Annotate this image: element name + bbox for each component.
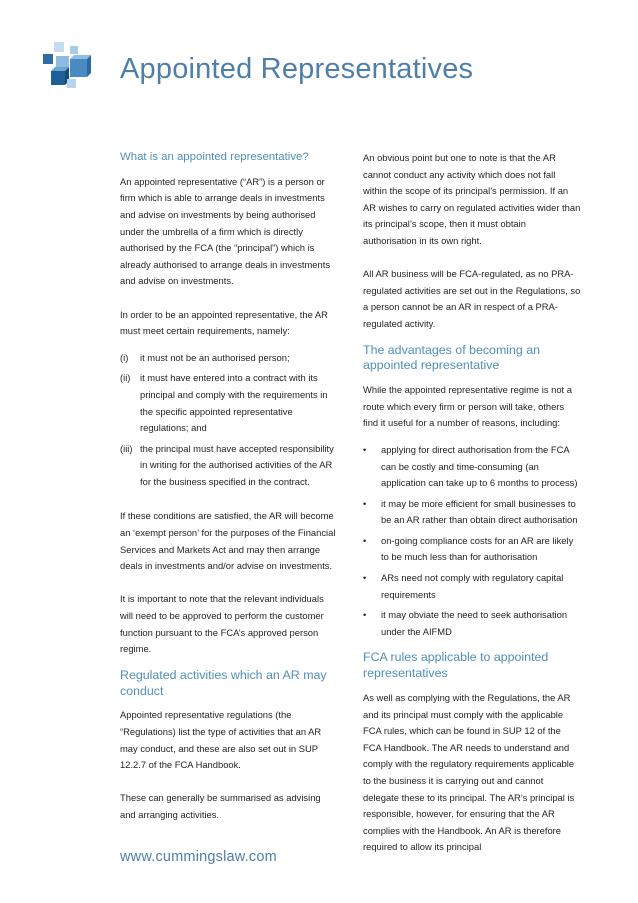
list-marker: (i) <box>120 351 129 363</box>
right-column <box>363 150 581 856</box>
list-item-text: it must not be an authorised person; <box>140 351 290 363</box>
list-item-text: the principal must have accepted responsibility in writing for the authorised activities of the AR for the business specified in the contract. <box>140 442 334 487</box>
bullet-marker: • <box>363 572 367 584</box>
paragraph-approved-person: It is important to note that the relevant individuals will need to be approved to perform the customer function pursuant to the FCA’s approved person regime. <box>120 593 324 655</box>
cubes-logo-icon <box>40 40 92 90</box>
bullet-marker: • <box>363 609 367 621</box>
list-item <box>120 441 338 491</box>
paragraph-ar-definition: An appointed representative (“AR”) is a person or firm which is able to arrange deals in investments and advise on investments by being authorised under the umbrella of a firm which is directly authorised by the FCA (the “principal”) which is already authorised to arrange deals in investments and advise on investments. <box>120 175 331 287</box>
section-heading-advantages: The advantages of becoming an appointed representative <box>363 342 541 373</box>
section-heading-regulated-activities: Regulated activities which an AR may conduct <box>120 667 327 698</box>
list-item <box>120 370 338 436</box>
section-heading-what-is-ar: What is an appointed representative? <box>120 151 309 163</box>
list-marker: (ii) <box>120 372 131 384</box>
footer-website-url: www.cummingslaw.com <box>120 849 277 865</box>
list-item-text: it must have entered into a contract with its principal and comply with the requirements in the specific appointed representative regulations; and <box>140 372 328 434</box>
advantages-list <box>363 442 581 641</box>
section-heading-fca-rules: FCA rules applicable to appointed representatives <box>363 650 549 681</box>
paragraph-exempt-person: If these conditions are satisfied, the AR will become an ‘exempt person’ for the purposes of the Financial Services and Markets Act and may then arrange deals in investments and/or advise on investments. <box>120 510 336 572</box>
list-item-text: it may be more efficient for small businesses to be an AR rather than obtain direct authorisation <box>381 497 578 526</box>
page-title: Appointed Representatives <box>120 53 474 85</box>
requirements-list <box>120 350 338 491</box>
paragraph-fca-rules: As well as complying with the Regulations, the AR and its principal must comply with the applicable FCA rules, which can be found in SUP 12 of the FCA Handbook. The AR needs to understand and comply with the regulatory requirements applicable to the business it is carrying out and cannot delegate these to its principal. The AR’s principal is responsible, however, for ensuring that the AR complies with the Handbook. An AR is therefore required to allow its principal <box>363 692 575 853</box>
left-column <box>120 150 338 824</box>
bullet-marker: • <box>363 443 367 455</box>
list-item <box>120 350 338 367</box>
paragraph-scope-of-permission: An obvious point but one to note is that the AR cannot conduct any activity which does not fall within the scope of its principal’s permission. If an AR wishes to carry on regulated activities wider than its principal’s scope, then it must obtain authorisation in its own right. <box>363 152 581 246</box>
paragraph-regulations: Appointed representative regulations (the “Regulations) list the type of activities that an AR may conduct, and these are also set out in SUP 12.2.7 of the FCA Handbook. <box>120 709 322 771</box>
paragraph-fca-regulated: All AR business will be FCA-regulated, as no PRA-regulated activities are set out in the Regulations, so a person cannot be an AR in respect of a PRA-regulated activity. <box>363 268 581 329</box>
bullet-marker: • <box>363 497 367 509</box>
paragraph-advantages-intro: While the appointed representative regime is not a route which every firm or person will take, others find it useful for a number of reasons, including: <box>363 384 572 429</box>
list-item <box>363 570 581 603</box>
list-item-text: ARs need not comply with regulatory capital requirements <box>381 572 564 600</box>
list-item-text: applying for direct authorisation from the FCA can be costly and time-consuming (an application can take up to 6 months to process) <box>381 443 578 489</box>
list-item-text: it may obviate the need to seek authorisation under the AIFMD <box>381 609 568 637</box>
list-item-text: on-going compliance costs for an AR are likely to be much less than for authorisation <box>381 534 574 563</box>
list-item <box>363 607 581 640</box>
paragraph-summary: These can generally be summarised as advising and arranging activities. <box>120 792 321 820</box>
list-item <box>363 442 581 492</box>
list-marker: (iii) <box>120 442 133 454</box>
list-item <box>363 533 581 566</box>
list-item <box>363 496 581 529</box>
bullet-marker: • <box>363 534 367 546</box>
paragraph-requirements-intro: In order to be an appointed representative, the AR must meet certain requirements, namely: <box>120 308 328 337</box>
